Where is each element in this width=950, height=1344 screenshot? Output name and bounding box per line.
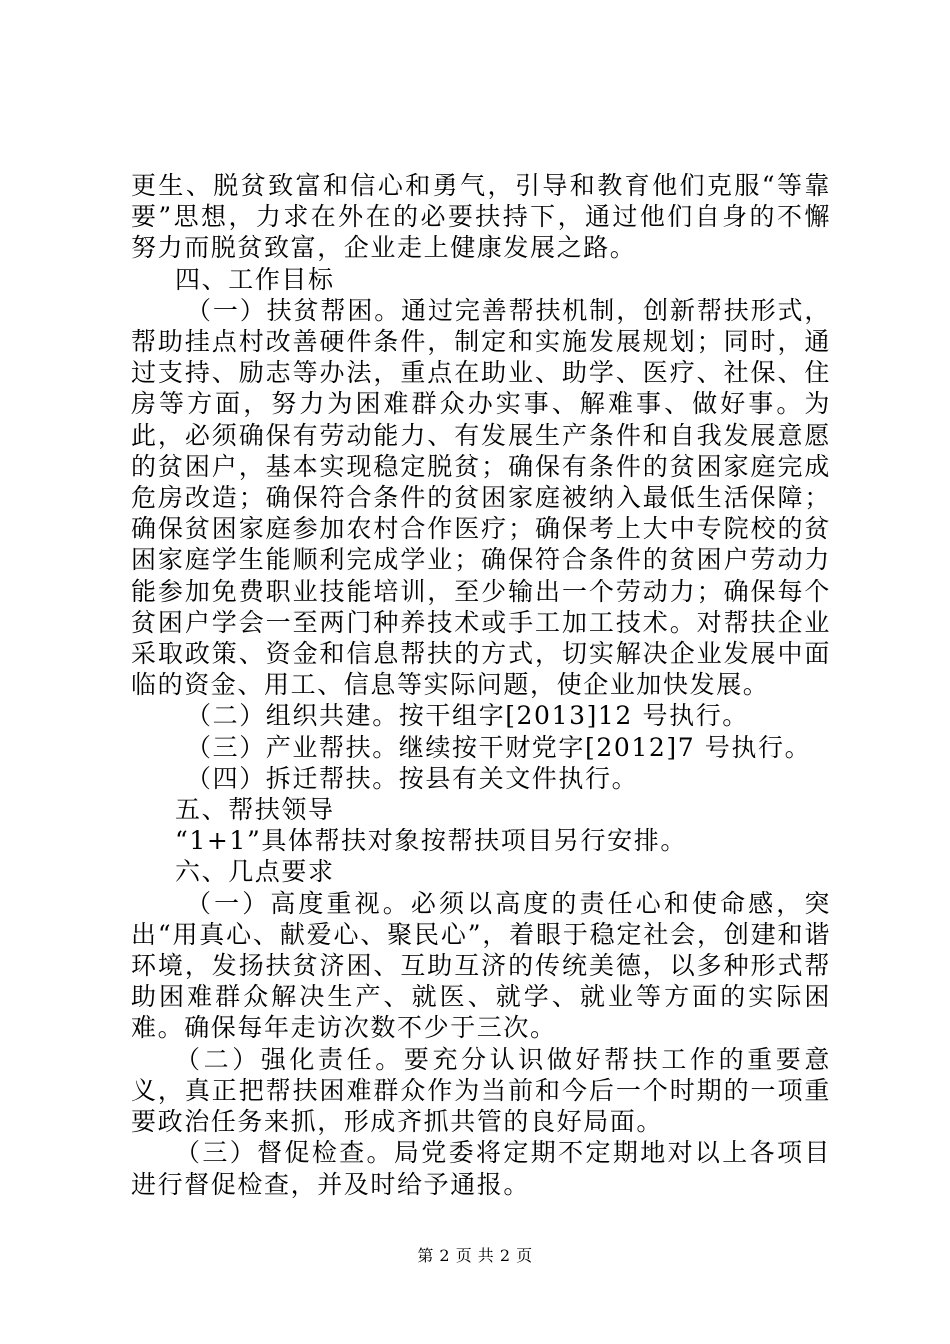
- paragraph: （四）拆迁帮扶。按县有关文件执行。: [186, 763, 639, 793]
- document-body: [131, 170, 831, 1200]
- page-number-footer: 第 2 页 共 2 页: [417, 1246, 533, 1265]
- paragraph: （一）扶贫帮困。通过完善帮扶机制，创新帮扶形式，帮助挂点村改善硬件条件，制定和实施发展规划；同时，通过支持、励志等办法，重点在助业、助学、医疗、社保、住房等方面，努力为困难群众办实事、解难事、做好事。为此，必须确保有劳动能力、有发展生产条件和自我发展意愿的贫困户，基本实现稳定脱贫；确保有条件的贫困家庭完成危房改造；确保符合条件的贫困家庭被纳入最低生活保障；确保贫困家庭参加农村合作医疗；确保考上大中专院校的贫困家庭学生能顺利完成学业；确保符合条件的贫困户劳动力能参加免费职业技能培训，至少输出一个劳动力；确保每个贫困户学会一至两门种养技术或手工加工技术。对帮扶企业采取政策、资金和信息帮扶的方式，切实解决企业发展中面临的资金、用工、信息等实际问题，使企业加快发展。: [131, 295, 831, 700]
- paragraph: “1+1”具体帮扶对象按帮扶项目另行安排。: [175, 826, 687, 856]
- paragraph: （三）督促检查。局党委将定期不定期地对以上各项目进行督促检查，并及时给予通报。: [131, 1138, 831, 1199]
- paragraph: （二）强化责任。要充分认识做好帮扶工作的重要意义，真正把帮扶困难群众作为当前和今后一个时期的一项重要政治任务来抓，形成齐抓共管的良好局面。: [131, 1044, 831, 1137]
- paragraph: 六、几点要求: [175, 857, 335, 887]
- paragraph: （二）组织共建。按干组字[2013]12 号执行。: [186, 701, 749, 731]
- paragraph: 四、工作目标: [175, 264, 335, 294]
- paragraph: 五、帮扶领导: [175, 795, 335, 825]
- paragraph: （一）高度重视。必须以高度的责任心和使命感，突出“用真心、献爱心、聚民心”，着眼于稳定社会，创建和谐环境，发扬扶贫济困、互助互济的传统美德，以多种形式帮助困难群众解决生产、就医、就学、就业等方面的实际困难。确保每年走访次数不少于三次。: [131, 888, 831, 1043]
- paragraph: （三）产业帮扶。继续按干财党字[2012]7 号执行。: [186, 732, 812, 762]
- paragraph: 更生、脱贫致富和信心和勇气，引导和教育他们克服“等靠要”思想，力求在外在的必要扶持下，通过他们自身的不懈努力而脱贫致富，企业走上健康发展之路。: [131, 171, 831, 263]
